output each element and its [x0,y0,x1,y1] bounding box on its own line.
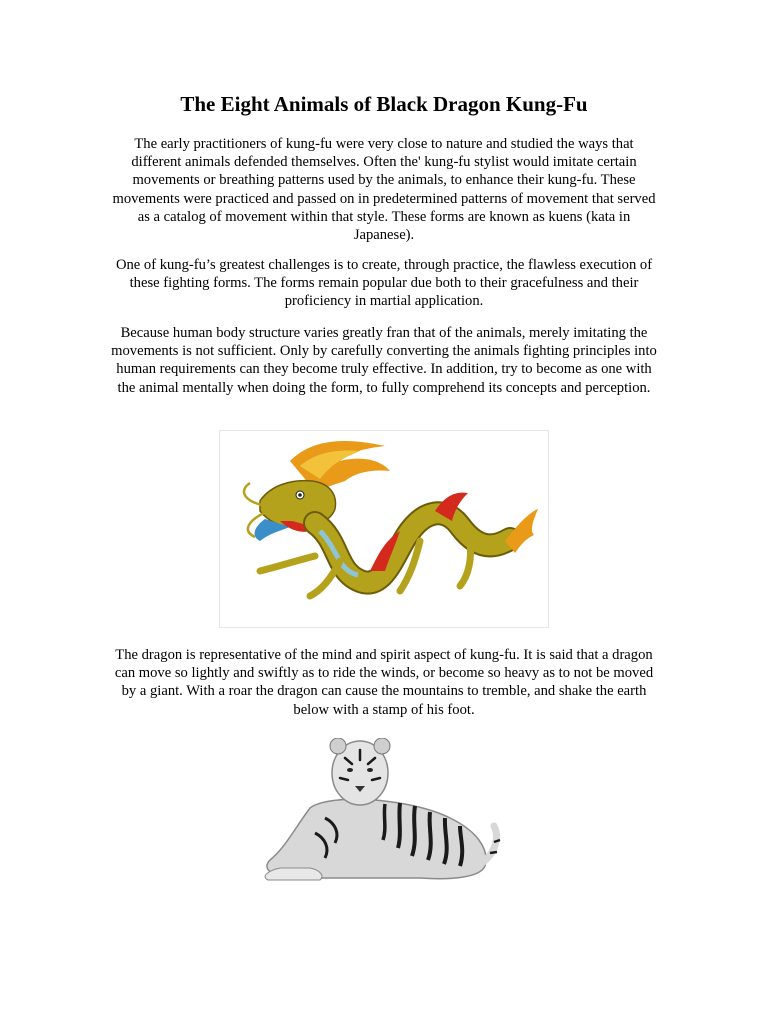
dragon-image [219,430,549,628]
page-title: The Eight Animals of Black Dragon Kung-Fu [180,92,588,116]
tiger-icon [250,738,502,888]
paragraph-intro: The early practitioners of kung-fu were very close to nature and studied the ways that different animals defended themselves. Often the' kung-fu stylist would imitate certain movements or breathing patterns used by the animals, to enhance their kung-fu. These movements were practiced and passed on in predetermined patterns of movement that served as a catalog of movement within that style. These forms are known as kuens (kata in Japanese). [112,136,656,244]
paragraph-challenges: One of kung-fu’s greatest challenges is to create, through practice, the flawless execution of these fighting forms. The forms remain popular due both to their gracefulness and their proficiency in martial application. [115,257,653,310]
dragon-icon [220,431,548,627]
paragraph-body-structure: Because human body structure varies greatly fran that of the animals, merely imitating the movements is not sufficient. Only by carefully converting the animals fighting principles into human requirements can they become truly effective. In addition, try to become as one with the animal mentally when doing the form, to fully comprehend its concepts and perception. [111,325,657,396]
paragraph-dragon: The dragon is representative of the mind and spirit aspect of kung-fu. It is said that a dragon can move so lightly and swiftly as to ride the winds, or become so heavy as to not be moved by a giant. With a roar the dragon can cause the mountains to tremble, and shake the earth below with a stamp of his foot. [114,647,654,718]
tiger-image [250,738,502,888]
